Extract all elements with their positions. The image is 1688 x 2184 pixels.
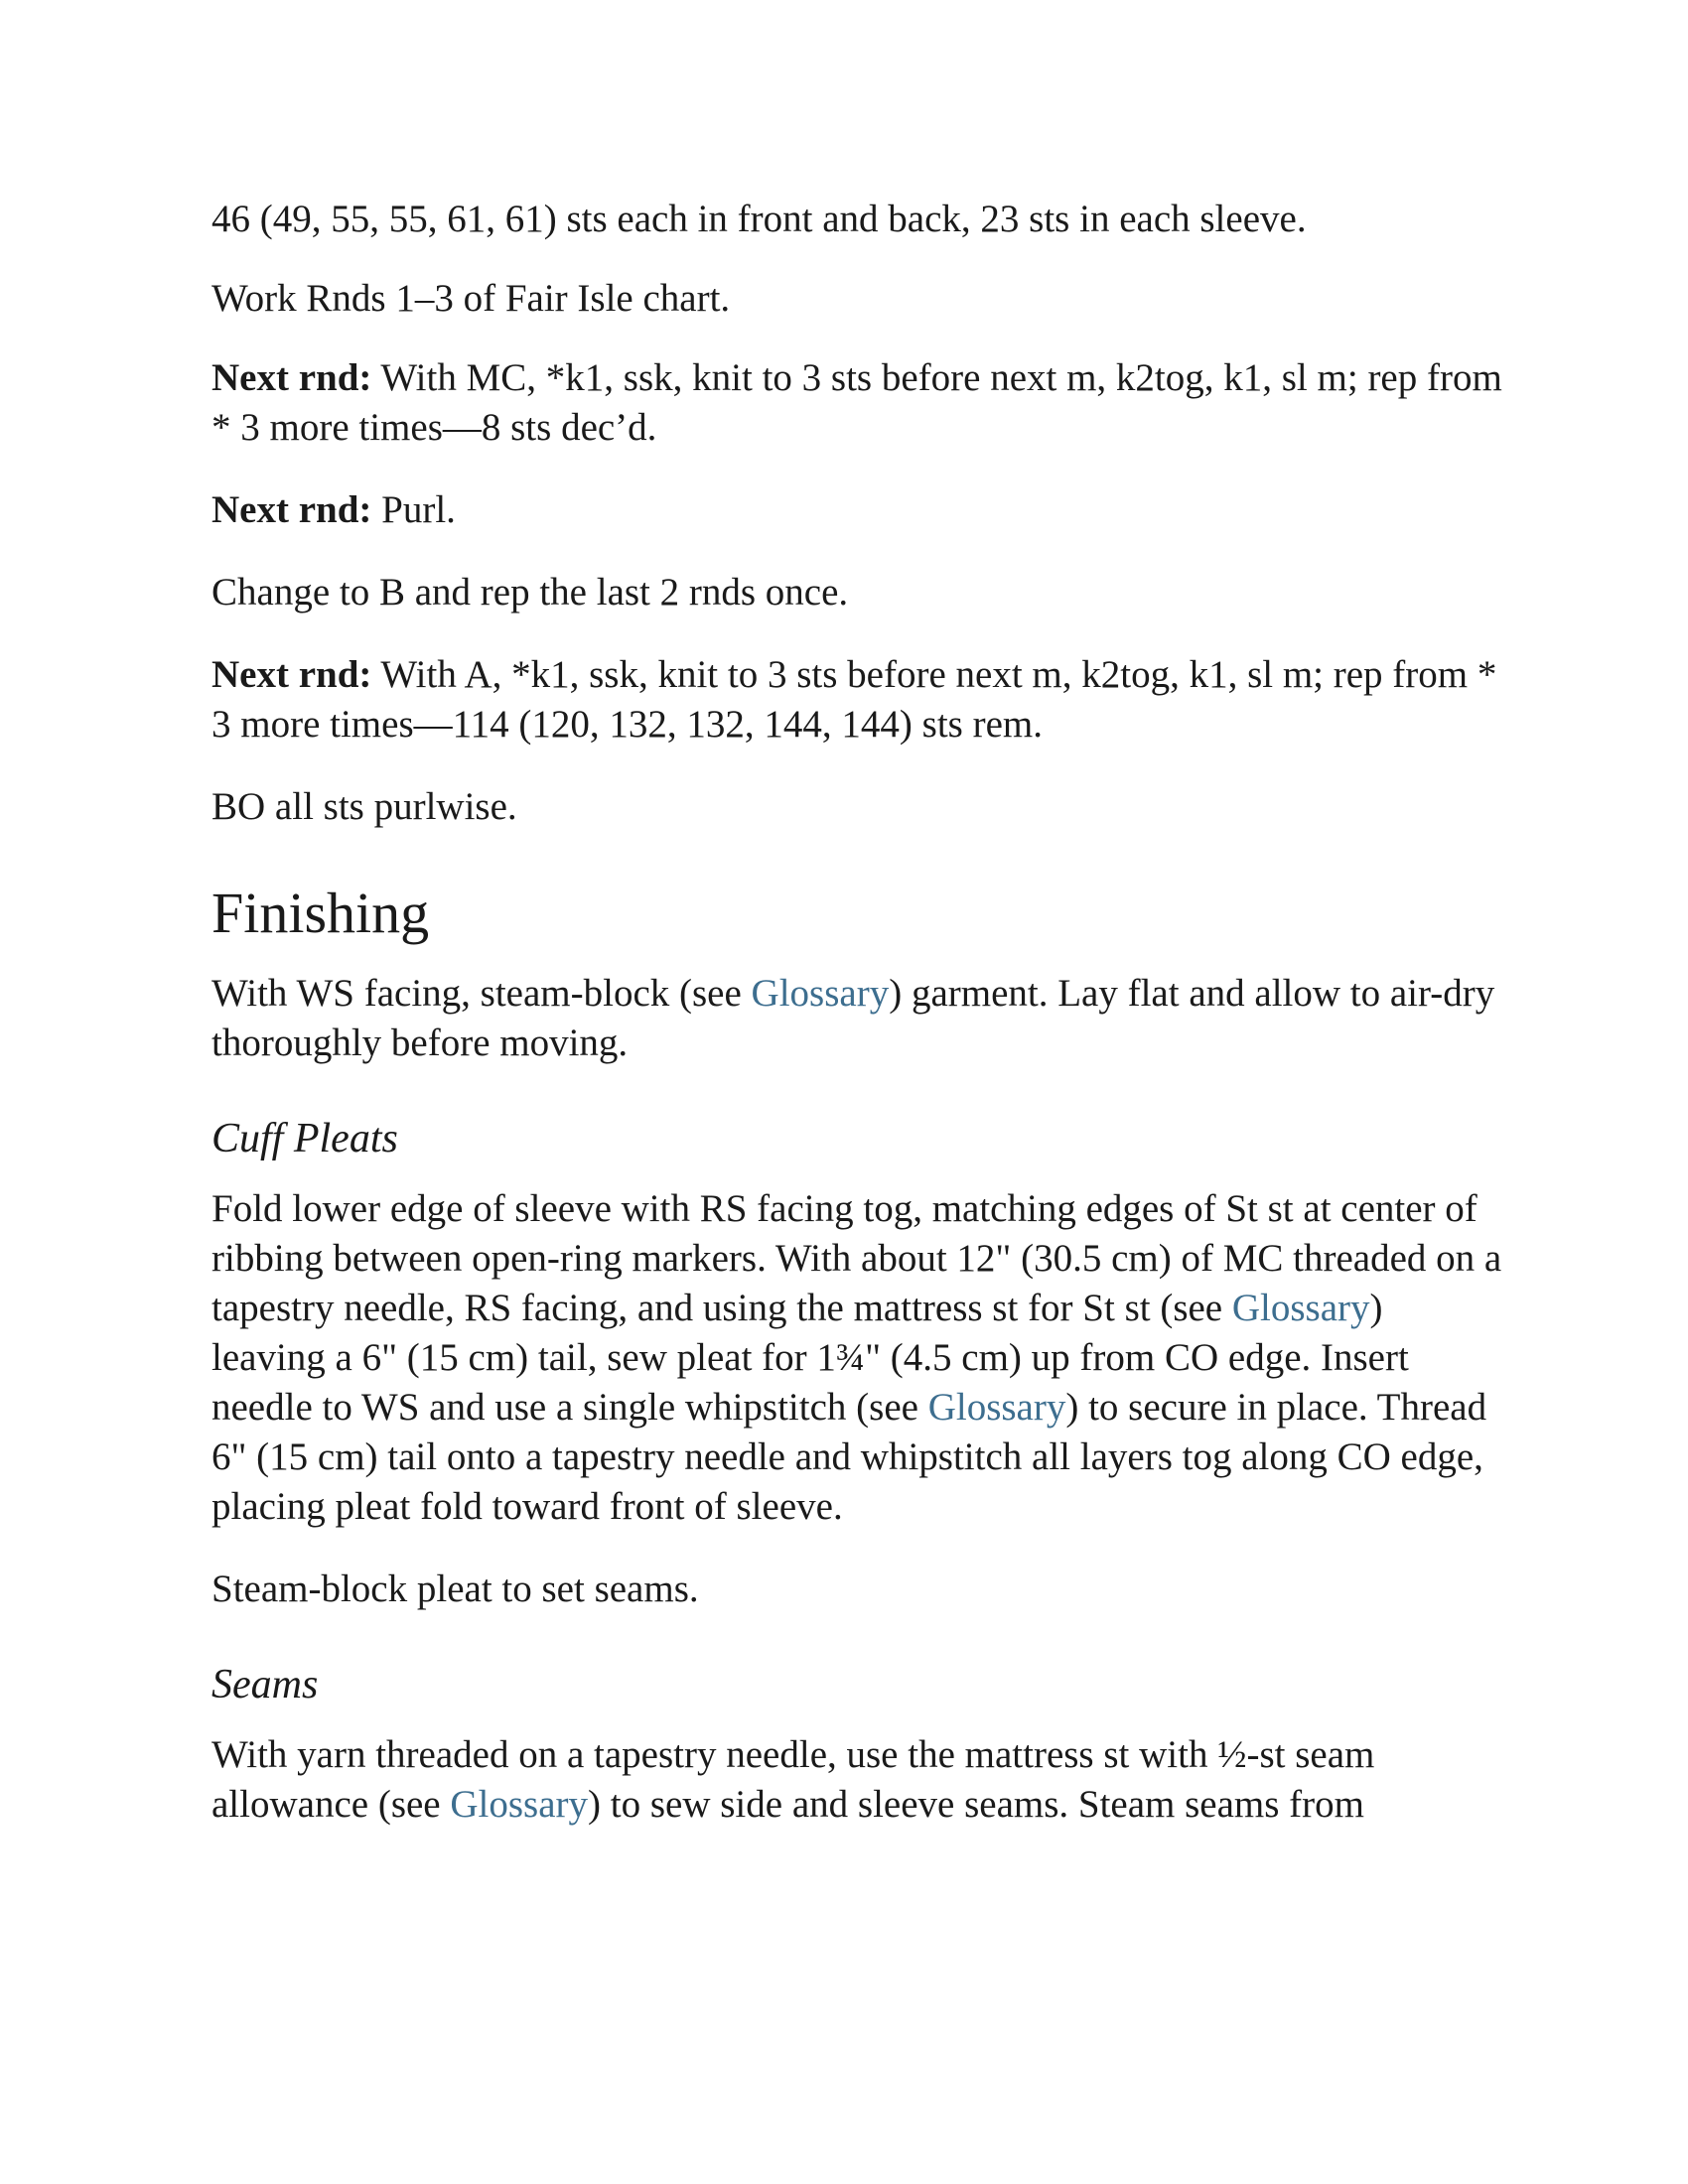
seams-text-start: With yarn threaded on a tapestry needle, use the mattress st with ½-st seam allowance (see xyxy=(211,1733,1375,1826)
bind-off-instruction: BO all sts purlwise. xyxy=(211,785,517,828)
cuff-text-2: ) leaving a 6" (15 cm) tail, sew pleat for 1¾" (4.5 cm) up from CO edge. Insert needle to WS and use a single whipstitch (see xyxy=(211,1287,1409,1429)
glossary-link[interactable]: Glossary xyxy=(927,1386,1066,1429)
glossary-link[interactable]: Glossary xyxy=(450,1783,589,1826)
next-round-decrease-mc xyxy=(211,353,1502,453)
fair-isle-instruction: Work Rnds 1–3 of Fair Isle chart. xyxy=(211,277,731,320)
finishing-paragraph xyxy=(211,969,1502,1068)
next-round-label: Next rnd: xyxy=(211,653,372,696)
cuff-pleats-paragraph xyxy=(211,1184,1502,1532)
glossary-link[interactable]: Glossary xyxy=(751,972,890,1015)
cuff-text-1: Fold lower edge of sleeve with RS facing tog, matching edges of St st at center of ribbing between open-ring markers. With about 12" (30.5 cm) of MC threaded on a tapestry needle, RS facing, and using the mattress st for St st (see xyxy=(211,1187,1502,1329)
change-color-instruction: Change to B and rep the last 2 rnds once. xyxy=(211,571,849,614)
next-round-label: Next rnd: xyxy=(211,488,372,531)
page-body xyxy=(211,195,1502,1830)
seams-text-end: ) to sew side and sleeve seams. Steam seams from xyxy=(588,1783,1364,1826)
finishing-text-start: With WS facing, steam-block (see xyxy=(211,972,752,1015)
next-round-decrease-a xyxy=(211,650,1502,750)
glossary-link[interactable]: Glossary xyxy=(1231,1287,1370,1329)
cuff-text-3: ) to secure in place. Thread 6" (15 cm) tail onto a tapestry needle and whipstitch all layers tog along CO edge, placing pleat fold toward front of sleeve. xyxy=(211,1386,1487,1528)
seams-heading: Seams xyxy=(211,1662,319,1707)
instruction-text: Purl. xyxy=(371,488,456,531)
instruction-text: With MC, *k1, ssk, knit to 3 sts before next m, k2tog, k1, sl m; rep from * 3 more times—8 sts dec’d. xyxy=(211,356,1502,449)
finishing-heading: Finishing xyxy=(211,881,430,945)
next-round-label: Next rnd: xyxy=(211,356,372,399)
finishing-text-end: ) garment. Lay flat and allow to air-dry thoroughly before moving. xyxy=(211,972,1495,1064)
next-round-purl xyxy=(211,485,1502,535)
steam-block-pleat-paragraph: Steam-block pleat to set seams. xyxy=(211,1568,699,1610)
instruction-text: With A, *k1, ssk, knit to 3 sts before next m, k2tog, k1, sl m; rep from * 3 more times—114 (120, 132, 132, 144, 144) sts rem. xyxy=(211,653,1497,746)
cuff-pleats-heading: Cuff Pleats xyxy=(211,1116,398,1161)
seams-paragraph xyxy=(211,1730,1502,1830)
stitch-count-paragraph: 46 (49, 55, 55, 61, 61) sts each in front and back, 23 sts in each sleeve. xyxy=(211,198,1307,240)
